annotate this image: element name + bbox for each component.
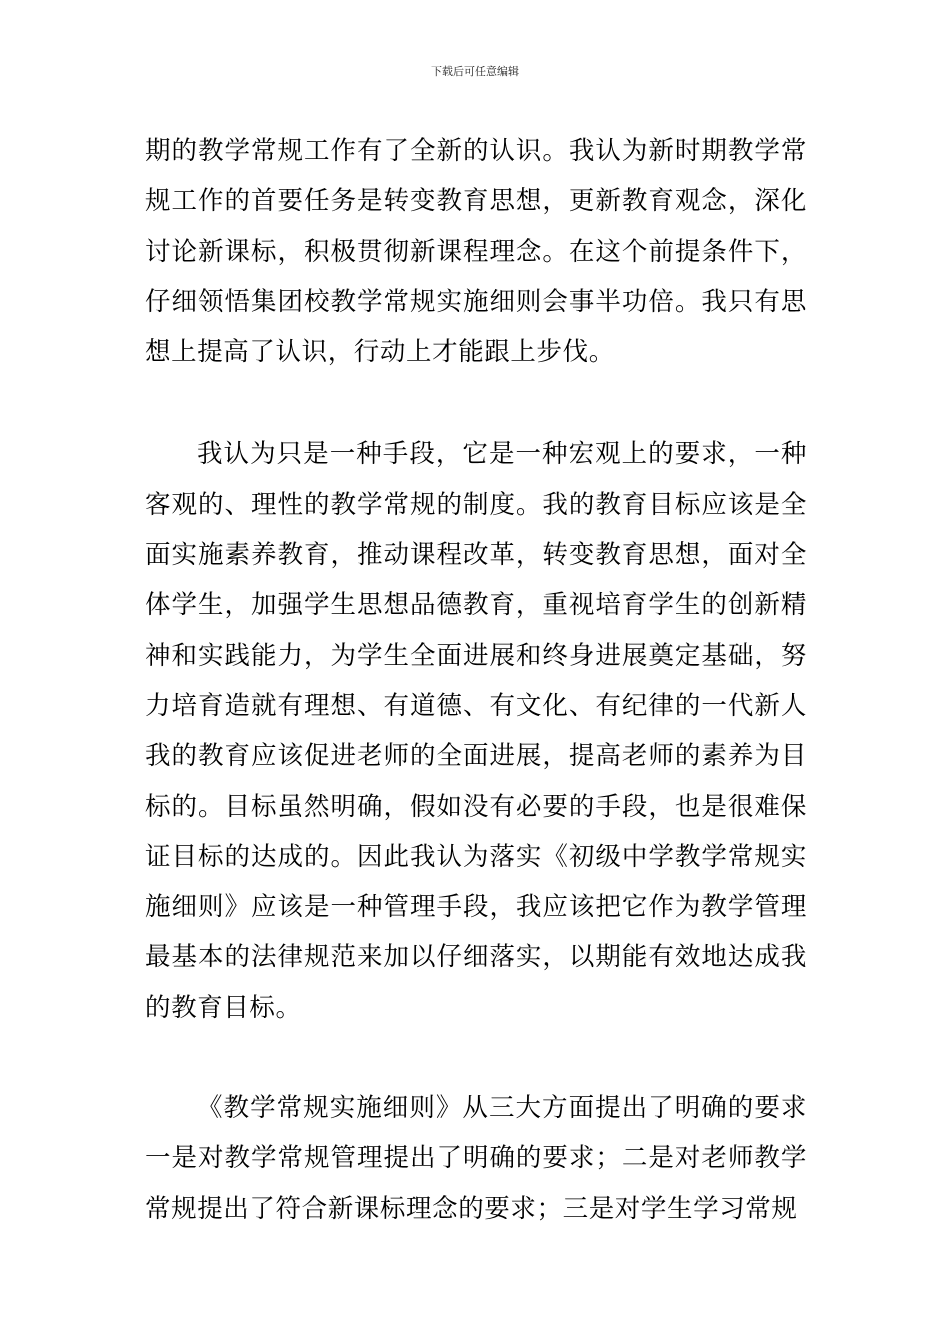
paragraph-1: 期的教学常规工作有了全新的认识。我认为新时期教学常规工作的首要任务是转变教育思想，更新教育观念，深化讨论新课标，积极贯彻新课程理念。在这个前提条件下，仔细领悟集团校教学常规实施细则会事半功倍。我只有思想上提高了认识，行动上才能跟上步伐。 (145, 136, 807, 368)
page-header: 下载后可任意编辑 (431, 65, 519, 78)
paragraph-spacer (145, 377, 807, 429)
paragraph-2: 我认为只是一种手段，它是一种宏观上的要求，一种客观的、理性的教学常规的制度。我的教育目标应该是全面实施素养教育，推动课程改革，转变教育思想，面对全体学生，加强学生思想品德教育，重视培育学生的创新精神和实践能力，为学生全面进展和终身进展奠定基础，努力培育造就有理想、有道德、有文化、有纪律的一代新人我的教育应该促进老师的全面进展，提高老师的素养为目标的。目标虽然明确，假如没有必要的手段，也是很难保证目标的达成的。因此我认为落实《初级中学教学常规实施细则》应该是一种管理手段，我应该把它作为教学管理最基本的法律规范来加以仔细落实，以期能有效地达成我的教育目标。 (145, 439, 807, 1023)
paragraph-3: 《教学常规实施细则》从三大方面提出了明确的要求一是对教学常规管理提出了明确的要求；二是对老师教学常规提出了符合新课标理念的要求；三是对学生学习常规 (145, 1093, 807, 1224)
paragraph-spacer (145, 1033, 807, 1083)
document-body (145, 126, 807, 1234)
